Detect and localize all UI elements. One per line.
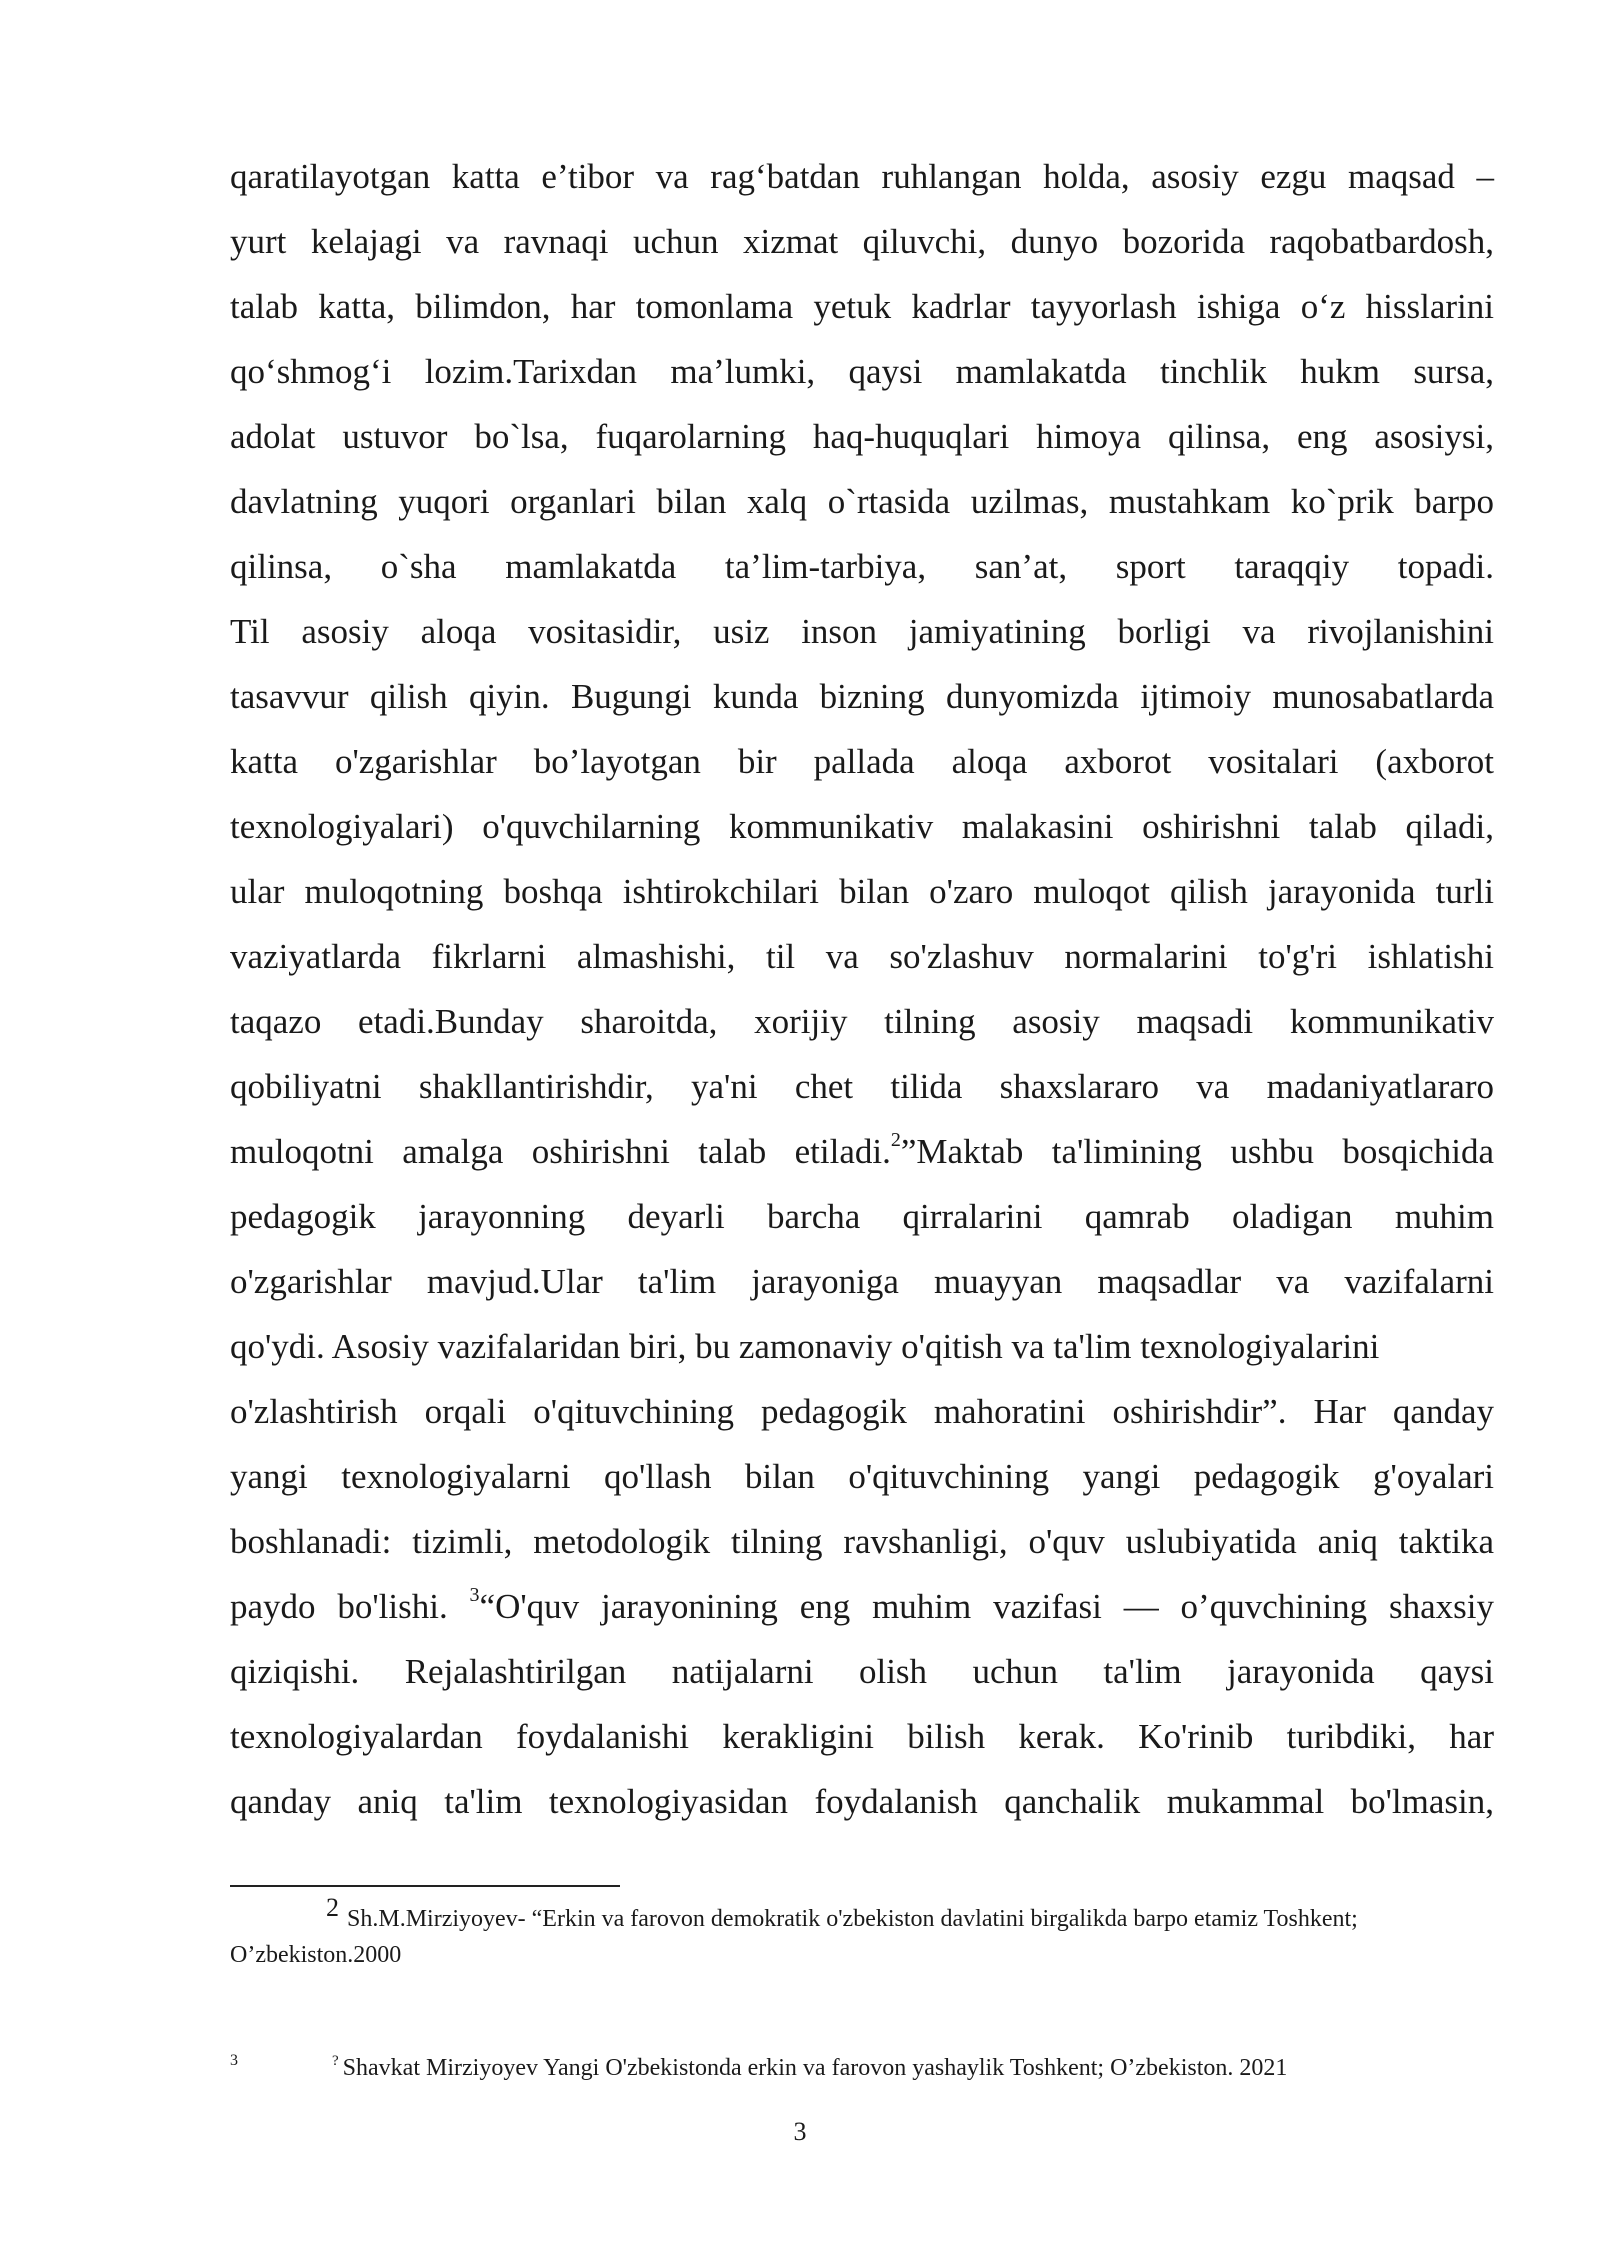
- footnote-2-line-1: [230, 1893, 1494, 1937]
- text-line-23-start: paydo bo'lishi.: [230, 1587, 470, 1626]
- page-number: 3: [793, 2117, 807, 2146]
- text-line-22: boshlanadi: tizimli, metodologik tilning ravshanligi, o'quv uslubiyatida aniq taktika: [230, 1522, 1494, 1561]
- footnote-3-text: Shavkat Mirziyoyev Yangi O'zbekistonda erkin va farovon yashaylik Toshkent; O’zbekiston. 2021: [342, 2055, 1288, 2081]
- text-line-1: qaratilayotgan katta e’tibor va rag‘batdan ruhlangan holda, asosiy ezgu maqsad –: [230, 157, 1494, 196]
- text-line-6: davlatning yuqori organlari bilan xalq o`rtasida uzilmas, mustahkam ko`prik barpo: [230, 482, 1494, 521]
- text-line-3: talab katta, bilimdon, har tomonlama yetuk kadrlar tayyorlash ishiga o‘z hisslarini: [230, 287, 1494, 326]
- text-line-23: [230, 1578, 1494, 1643]
- footnote-3-inner-mark: ?: [332, 2053, 339, 2069]
- text-line-4: qo‘shmog‘i lozim.Tarixdan ma’lumki, qaysi mamlakatda tinchlik hukm sursa,: [230, 352, 1494, 391]
- text-line-10: katta o'zgarishlar bo’layotgan bir pallada aloqa axborot vositalari (axborot: [230, 742, 1494, 781]
- footnote-ref-3[interactable]: 3: [469, 1584, 480, 1607]
- footnote-2-mark: 2: [326, 1893, 339, 1922]
- text-line-24: qiziqishi. Rejalashtirilgan natijalarni olish uchun ta'lim jarayonida qaysi: [230, 1652, 1494, 1691]
- text-line-23-end: “O'quv jarayonining eng muhim vazifasi — o’quvchining shaxsiy: [479, 1587, 1495, 1626]
- text-line-16-end: ”Maktab ta'limining ushbu bosqichida: [900, 1132, 1494, 1171]
- text-line-16-start: muloqotni amalga oshirishni talab etiladi.: [230, 1132, 891, 1171]
- text-line-11: texnologiyalari) o'quvchilarning kommunikativ malakasini oshirishni talab qiladi,: [230, 807, 1494, 846]
- footnote-ref-2[interactable]: 2: [890, 1129, 901, 1152]
- text-line-5: adolat ustuvor bo`lsa, fuqarolarning haq-huquqlari himoya qilinsa, eng asosiysi,: [230, 417, 1494, 456]
- text-line-15: qobiliyatni shakllantirishdir, ya'ni chet tilida shaxslararo va madaniyatlararo: [230, 1067, 1494, 1106]
- text-line-21: yangi texnologiyalarni qo'llash bilan o'qituvchining yangi pedagogik g'oyalari: [230, 1457, 1494, 1496]
- text-line-25: texnologiyalardan foydalanishi kerakligini bilish kerak. Ko'rinib turibdiki, har: [230, 1717, 1494, 1756]
- text-line-13: vaziyatlarda fikrlarni almashishi, til va so'zlashuv normalarini to'g'ri ishlatishi: [230, 937, 1494, 976]
- text-line-2: yurt kelajagi va ravnaqi uchun xizmat qiluvchi, dunyo bozorida raqobatbardosh,: [230, 222, 1494, 261]
- footnote-2-line-2: O’zbekiston.2000: [230, 1942, 402, 1968]
- text-line-26: qanday aniq ta'lim texnologiyasidan foydalanish qanchalik mukammal bo'lmasin,: [230, 1782, 1494, 1821]
- text-line-18: o'zgarishlar mavjud.Ular ta'lim jarayoniga muayyan maqsadlar va vazifalarni: [230, 1262, 1494, 1301]
- text-line-12: ular muloqotning boshqa ishtirokchilari bilan o'zaro muloqot qilish jarayonida turli: [230, 872, 1494, 911]
- text-line-17: pedagogik jarayonning deyarli barcha qirralarini qamrab oladigan muhim: [230, 1197, 1494, 1236]
- footnote-2: [230, 1893, 1494, 1973]
- text-line-16: [230, 1123, 1494, 1188]
- footnote-separator: [230, 1885, 620, 1887]
- text-line-7: qilinsa, o`sha mamlakatda ta’lim-tarbiya, san’at, sport taraqqiy topadi.: [230, 547, 1494, 586]
- footnote-3: [230, 2050, 1494, 2089]
- footnote-3-mark: 3: [230, 2052, 238, 2069]
- text-line-19: qo'ydi. Asosiy vazifalaridan biri, bu zamonaviy o'qitish va ta'lim texnologiyalarini: [230, 1327, 1380, 1366]
- footnote-2-text: Sh.M.Mirziyoyev- “Erkin va farovon demokratik o'zbekiston davlatini birgalikda barpo etamiz Toshkent;: [347, 1906, 1358, 1932]
- main-text: [230, 148, 1494, 1838]
- text-line-8: Til asosiy aloqa vositasidir, usiz inson jamiyatining borligi va rivojlanishini: [230, 612, 1494, 651]
- text-line-9: tasavvur qilish qiyin. Bugungi kunda bizning dunyomizda ijtimoiy munosabatlarda: [230, 677, 1494, 716]
- text-line-14: taqazo etadi.Bunday sharoitda, xorijiy tilning asosiy maqsadi kommunikativ: [230, 1002, 1494, 1041]
- text-line-20: o'zlashtirish orqali o'qituvchining pedagogik mahoratini oshirishdir”. Har qanday: [230, 1392, 1494, 1431]
